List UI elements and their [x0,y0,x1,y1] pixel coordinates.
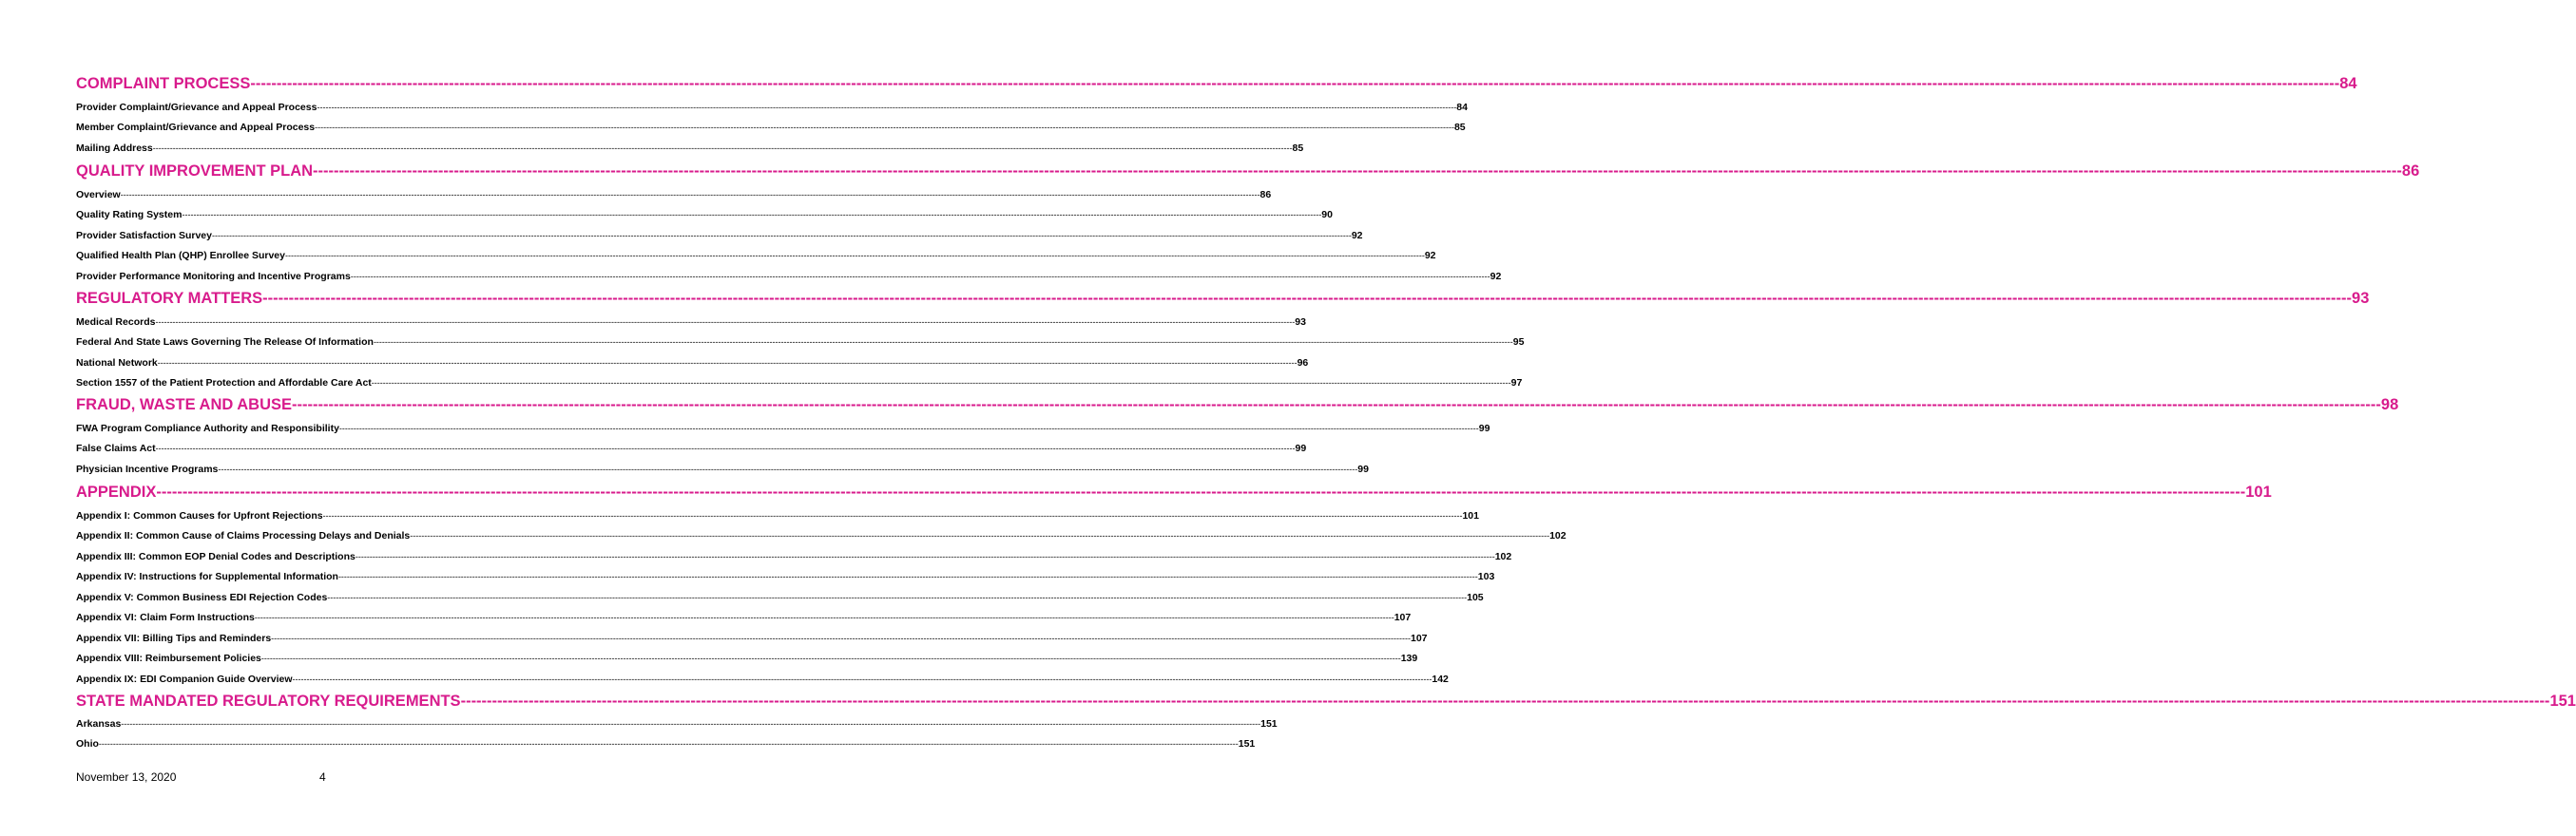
toc-title: Appendix V: Common Business EDI Rejection Codes [76,592,328,603]
toc-section-heading[interactable] [76,74,2357,93]
toc-entry[interactable] [76,249,1436,262]
toc-entry[interactable] [76,335,1525,349]
toc-title: Appendix VIII: Reimbursement Policies [76,653,261,664]
footer-page-number: 4 [319,770,326,784]
toc-dot-leader: ---------------------------------------------------------------------------------------------------------------------------------------------------------------------------------------------------------------------------------------------------------------------------------------------------------------------------------------------------------------------------------------------------------------- [338,424,1479,433]
toc-title: Section 1557 of the Patient Protection and Affordable Care Act [76,377,372,389]
toc-title: Mailing Address [76,142,153,154]
toc-dot-leader: ---------------------------------------------------------------------------------------------------------------------------------------------------------------------------------------------------------------------------------------------------------------------------------------------------------------------------------------------------------------------------------------------------------------- [373,337,1513,347]
toc-entry[interactable] [76,315,1306,329]
toc-dot-leader: ---------------------------------------------------------------------------------------------------------------------------------------------------------------------------------------------------------------------------------------------------------------------------------------------------------------------------------------------------------------------------------------------------------------- [121,719,1261,729]
toc-dot-leader: ---------------------------------------------------------------------------------------------------------------------------------------------------------------------------------------------------------------------------------------------------------------------------------------------------------------------------------------------------------------------------------------------------------------- [260,654,1401,663]
toc-title: Quality Rating System [76,209,183,220]
toc-page-number: 151 [2549,693,2576,710]
toc-title: APPENDIX [76,484,157,501]
toc-entry[interactable] [76,229,1363,242]
toc-page-number: 102 [1494,551,1512,562]
toc-dot-leader: ---------------------------------------------------------------------------------------------------------------------------------------------------------------------------------------------------------------------------------------------------------------------------------------------------------------------------------------------------------------------------------------------------------------- [371,378,1511,388]
toc-entry[interactable] [76,550,1512,563]
toc-dot-leader: ---------------------------------------------------------------------------------------------------------------------------------------------------------------------------------------------------------------------------------------------------------------------------------------------------------------------------------------------------------------------------------------------------------------- [292,674,1432,684]
toc-dot-leader: ---------------------------------------------------------------------------------------------------------------------------------------------------------------------------------------------------------------------------------------------------------------------------------------------------------------------------------------------------------------------------------------------------------------- [317,103,1457,112]
toc-title: REGULATORY MATTERS [76,290,263,307]
toc-page-number: 92 [1351,230,1363,241]
toc-entry[interactable] [76,422,1490,435]
toc-dot-leader: ---------------------------------------------------------------------------------------------------------------------------------------------------------------------------------------------------------------------------------------------------------------------------------------------------------------------------------------------------------------------------------------------------------------- [410,531,1550,541]
toc-section-heading[interactable] [76,483,2272,502]
toc-page-number: 85 [1292,142,1304,154]
toc-dot-leader: ---------------------------------------------------------------------------------------------------------------------------------------------------------------------------------------------------------------------------------------------------------------------------------------------------------------------------------------------------------------------------------------------------------------- [460,693,2550,710]
toc-page-number: 102 [1549,530,1567,542]
toc-page-number: 98 [2380,396,2399,413]
toc-title: Arkansas [76,718,122,730]
toc-title: Medical Records [76,316,156,328]
toc-title: Member Complaint/Grievance and Appeal Process [76,122,316,133]
toc-title: Provider Performance Monitoring and Incentive Programs [76,271,351,282]
toc-dot-leader: ---------------------------------------------------------------------------------------------------------------------------------------------------------------------------------------------------------------------------------------------------------------------------------------------------------------------------------------------------------------------------------------------------------------- [156,484,2246,501]
toc-page-number: 103 [1477,571,1495,582]
toc-dot-leader: ---------------------------------------------------------------------------------------------------------------------------------------------------------------------------------------------------------------------------------------------------------------------------------------------------------------------------------------------------------------------------------------------------------------- [211,231,1352,240]
toc-title: Qualified Health Plan (QHP) Enrollee Survey [76,250,285,261]
toc-dot-leader: ---------------------------------------------------------------------------------------------------------------------------------------------------------------------------------------------------------------------------------------------------------------------------------------------------------------------------------------------------------------------------------------------------------------- [254,613,1394,622]
toc-entry[interactable] [76,717,1278,731]
toc-entry[interactable] [76,529,1567,542]
toc-page-number: 107 [1411,633,1428,644]
toc-page-number: 107 [1394,612,1412,623]
toc-title: Appendix I: Common Causes for Upfront Rejections [76,510,323,522]
toc-entry[interactable] [76,356,1309,370]
toc-section-heading[interactable] [76,395,2399,414]
toc-title: Appendix III: Common EOP Denial Codes and Descriptions [76,551,356,562]
toc-entry[interactable] [76,463,1369,476]
toc-page-number: 101 [2245,484,2272,501]
toc-entry[interactable] [76,570,1495,583]
toc-title: Appendix VI: Claim Form Instructions [76,612,255,623]
toc-page-number: 151 [1238,738,1256,750]
toc-page-number: 101 [1462,510,1479,522]
toc-entry[interactable] [76,208,1333,221]
toc-page-number: 142 [1432,674,1449,685]
toc-dot-leader: ---------------------------------------------------------------------------------------------------------------------------------------------------------------------------------------------------------------------------------------------------------------------------------------------------------------------------------------------------------------------------------------------------------------- [218,465,1358,474]
toc-entry[interactable] [76,101,1468,114]
toc-entry[interactable] [76,737,1256,750]
toc-title: FWA Program Compliance Authority and Responsibility [76,423,339,434]
toc-title: Federal And State Laws Governing The Release Of Information [76,336,374,348]
toc-entry[interactable] [76,591,1484,604]
toc-section-heading[interactable] [76,162,2420,180]
toc-dot-leader: ---------------------------------------------------------------------------------------------------------------------------------------------------------------------------------------------------------------------------------------------------------------------------------------------------------------------------------------------------------------------------------------------------------------- [155,317,1296,327]
toc-title: Appendix IV: Instructions for Supplemental Information [76,571,338,582]
toc-title: Appendix II: Common Cause of Claims Processing Delays and Denials [76,530,411,542]
toc-title: Physician Incentive Programs [76,464,219,475]
toc-title: STATE MANDATED REGULATORY REQUIREMENTS [76,693,461,710]
toc-section-heading[interactable] [76,692,2576,711]
toc-entry[interactable] [76,673,1449,686]
toc-page-number: 99 [1478,423,1490,434]
toc-dot-leader: ---------------------------------------------------------------------------------------------------------------------------------------------------------------------------------------------------------------------------------------------------------------------------------------------------------------------------------------------------------------------------------------------------------------- [337,572,1478,581]
toc-entry[interactable] [76,270,1502,283]
toc-dot-leader: ---------------------------------------------------------------------------------------------------------------------------------------------------------------------------------------------------------------------------------------------------------------------------------------------------------------------------------------------------------------------------------------------------------------- [271,634,1411,643]
toc-title: Provider Complaint/Grievance and Appeal Process [76,102,317,113]
toc-page-number: 86 [2401,162,2420,180]
toc-title: National Network [76,357,158,369]
toc-page-number: 99 [1357,464,1369,475]
toc-entry[interactable] [76,611,1412,624]
toc-dot-leader: ---------------------------------------------------------------------------------------------------------------------------------------------------------------------------------------------------------------------------------------------------------------------------------------------------------------------------------------------------------------------------------------------------------------- [157,358,1298,368]
toc-page-number: 92 [1424,250,1436,261]
toc-dot-leader: ---------------------------------------------------------------------------------------------------------------------------------------------------------------------------------------------------------------------------------------------------------------------------------------------------------------------------------------------------------------------------------------------------------------- [327,593,1468,602]
toc-dot-leader: ---------------------------------------------------------------------------------------------------------------------------------------------------------------------------------------------------------------------------------------------------------------------------------------------------------------------------------------------------------------------------------------------------------------- [152,143,1293,153]
toc-page-number: 84 [2339,75,2357,92]
toc-title: False Claims Act [76,443,156,454]
toc-title: COMPLAINT PROCESS [76,75,251,92]
toc-page-number: 151 [1260,718,1278,730]
toc-page-number: 139 [1400,653,1418,664]
toc-page-number: 92 [1490,271,1502,282]
toc-page-number: 97 [1510,377,1523,389]
toc-title: Provider Satisfaction Survey [76,230,212,241]
toc-entry[interactable] [76,188,1272,201]
toc-dot-leader: ---------------------------------------------------------------------------------------------------------------------------------------------------------------------------------------------------------------------------------------------------------------------------------------------------------------------------------------------------------------------------------------------------------------- [355,552,1495,561]
toc-page-number: 105 [1467,592,1484,603]
toc-dot-leader: ---------------------------------------------------------------------------------------------------------------------------------------------------------------------------------------------------------------------------------------------------------------------------------------------------------------------------------------------------------------------------------------------------------------- [262,290,2353,307]
toc-page-number: 84 [1456,102,1468,113]
toc-dot-leader: ---------------------------------------------------------------------------------------------------------------------------------------------------------------------------------------------------------------------------------------------------------------------------------------------------------------------------------------------------------------------------------------------------------------- [315,123,1454,132]
toc-dot-leader: ---------------------------------------------------------------------------------------------------------------------------------------------------------------------------------------------------------------------------------------------------------------------------------------------------------------------------------------------------------------------------------------------------------------- [284,251,1425,260]
toc-dot-leader: ---------------------------------------------------------------------------------------------------------------------------------------------------------------------------------------------------------------------------------------------------------------------------------------------------------------------------------------------------------------------------------------------------------------- [98,739,1239,749]
toc-title: Overview [76,189,121,200]
toc-entry[interactable] [76,509,1479,522]
toc-page-number: 86 [1259,189,1272,200]
toc-section-heading[interactable] [76,289,2370,308]
toc-entry[interactable] [76,121,1466,134]
toc-title: Appendix VII: Billing Tips and Reminders [76,633,272,644]
toc-page-number: 99 [1295,443,1307,454]
toc-dot-leader: ---------------------------------------------------------------------------------------------------------------------------------------------------------------------------------------------------------------------------------------------------------------------------------------------------------------------------------------------------------------------------------------------------------------- [120,190,1260,200]
toc-dot-leader: ---------------------------------------------------------------------------------------------------------------------------------------------------------------------------------------------------------------------------------------------------------------------------------------------------------------------------------------------------------------------------------------------------------------- [313,162,2402,180]
toc-page-number: 85 [1453,122,1466,133]
toc-entry[interactable] [76,632,1428,645]
toc-title: FRAUD, WASTE AND ABUSE [76,396,293,413]
toc-title: Ohio [76,738,99,750]
toc-title: Appendix IX: EDI Companion Guide Overview [76,674,293,685]
toc-page-number: 95 [1512,336,1525,348]
toc-dot-leader: ---------------------------------------------------------------------------------------------------------------------------------------------------------------------------------------------------------------------------------------------------------------------------------------------------------------------------------------------------------------------------------------------------------------- [250,75,2340,92]
toc-dot-leader: ---------------------------------------------------------------------------------------------------------------------------------------------------------------------------------------------------------------------------------------------------------------------------------------------------------------------------------------------------------------------------------------------------------------- [182,210,1322,219]
toc-page-number: 90 [1321,209,1333,220]
toc-dot-leader: ---------------------------------------------------------------------------------------------------------------------------------------------------------------------------------------------------------------------------------------------------------------------------------------------------------------------------------------------------------------------------------------------------------------- [292,396,2381,413]
toc-entry[interactable] [76,652,1418,665]
footer-date: November 13, 2020 [76,770,177,784]
toc-dot-leader: ---------------------------------------------------------------------------------------------------------------------------------------------------------------------------------------------------------------------------------------------------------------------------------------------------------------------------------------------------------------------------------------------------------------- [350,272,1490,281]
toc-page-number: 96 [1297,357,1309,369]
toc-page-number: 93 [1295,316,1306,328]
toc-entry[interactable] [76,142,1304,155]
toc-dot-leader: ---------------------------------------------------------------------------------------------------------------------------------------------------------------------------------------------------------------------------------------------------------------------------------------------------------------------------------------------------------------------------------------------------------------- [322,511,1463,521]
toc-entry[interactable] [76,442,1307,455]
toc-page-number: 93 [2352,290,2370,307]
toc-dot-leader: ---------------------------------------------------------------------------------------------------------------------------------------------------------------------------------------------------------------------------------------------------------------------------------------------------------------------------------------------------------------------------------------------------------------- [155,444,1296,453]
toc-title: QUALITY IMPROVEMENT PLAN [76,162,314,180]
toc-entry[interactable] [76,376,1523,390]
